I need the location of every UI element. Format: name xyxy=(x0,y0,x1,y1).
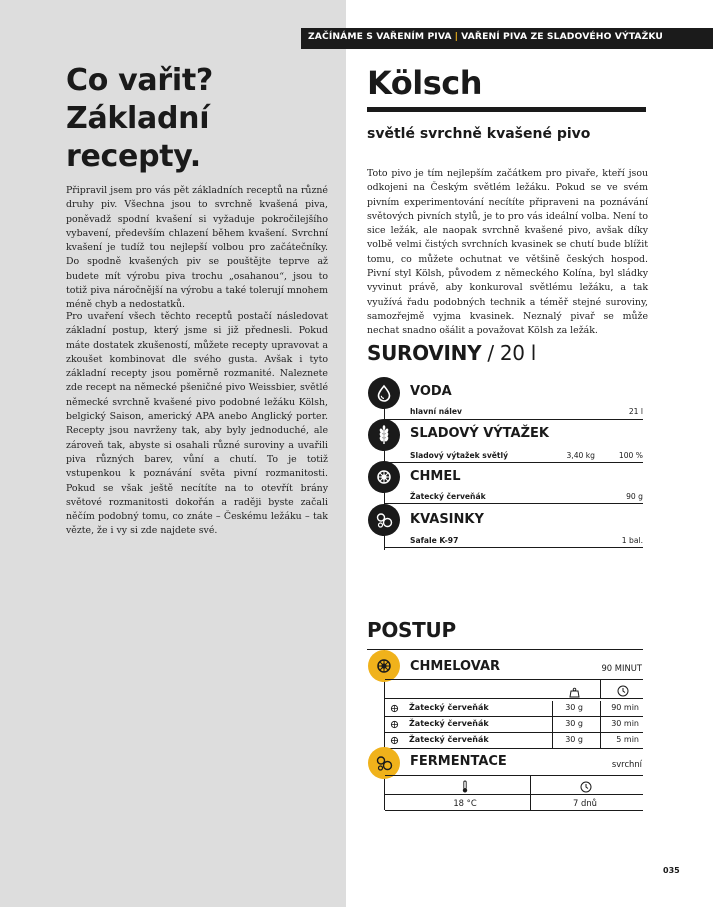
hop-name: Žatecký červeňák xyxy=(409,703,489,712)
recipe-subtitle: světlé svrchně kvašené pivo xyxy=(367,126,591,142)
divider xyxy=(385,503,643,504)
ingredient-amount: 21 l xyxy=(628,407,643,416)
hop-name: Žatecký červeňák xyxy=(409,735,489,744)
step-name-fermentace: FERMENTACE xyxy=(410,754,507,769)
divider xyxy=(385,462,643,463)
ingredient-name-chmel: CHMEL xyxy=(410,469,461,484)
weight-column-icon xyxy=(569,683,580,702)
ingredient-detail: Sladový výtažek světlý xyxy=(410,451,509,460)
procedure-top-rule xyxy=(367,649,643,650)
fermentation-type: svrchní xyxy=(611,759,642,769)
header-chapter: VAŘENÍ PIVA ZE SLADOVÉHO VÝTAŽKU xyxy=(461,31,663,42)
intro-paragraph-2: Pro uvaření všech těchto receptů postačí následovat základní postup, který jsme si již přednesli. Pokud máte dostatek zkušeností, můžete recepty upravovat a zkoušet kombinovat dle svého gusta. Avšak i tyto základní recepty jsou poměrně rozmanité. Naleznete zde recept na německé pšeničné pivo Weissbier, světlé německé svrchně kvašené pivo podobné ležáku Kölsh, belgický Saison, americký APA anebo Anglický porter. Recepty jsou navrženy tak, aby byly jednoduché, ale zároveň tak, abyste si osahali různé suroviny a uvařili piva různých barev, vůní a chutí. To je totiž vstupenkou k poznávání světa pivní rozmanitosti. Pokud se však ještě necítíte na to otevřít brány světové rozmanitosti dokořán a raději byste začali něčím podobný tomu, co znáte – Českému ležáku – tak vězte, že i vy si zde najdete své. xyxy=(66,311,328,537)
header-separator: | xyxy=(454,31,459,42)
left-title xyxy=(66,62,213,176)
divider xyxy=(385,794,643,795)
ingredient-name-voda: VODA xyxy=(410,384,452,399)
ingredient-detail: Žatecký červeňák xyxy=(410,492,486,501)
wheat-icon xyxy=(368,419,400,451)
column-separator xyxy=(552,701,553,749)
water-drop-icon xyxy=(368,377,400,409)
table-row xyxy=(385,717,643,733)
fermentation-temperature: 18 °C xyxy=(453,798,477,808)
hop-amount: 30 g xyxy=(565,735,583,744)
ingredient-weight: 3,40 kg xyxy=(566,451,595,460)
hop-amount: 30 g xyxy=(565,719,583,728)
left-title-line-3: recepty. xyxy=(66,139,201,174)
header-section: ZAČÍNÁME S VAŘENÍM PIVA xyxy=(308,31,452,42)
ingredients-volume: 20 l xyxy=(499,341,537,365)
column-separator xyxy=(530,776,531,810)
title-underline xyxy=(367,107,646,112)
hop-amount: 30 g xyxy=(565,703,583,712)
recipe-title: Kölsch xyxy=(367,64,482,102)
hop-step-icon xyxy=(368,650,400,682)
left-title-line-2: Základní xyxy=(66,101,210,136)
ingredient-detail: hlavní nálev xyxy=(410,407,462,416)
ingredient-amount: 100 % xyxy=(618,451,643,460)
recipe-description: Toto pivo je tím nejlepším začátkem pro pivaře, kteří jsou odkojeni na Českým světlém ležáku. Pokud se ve svém pivním experimentování necítíte připraveni na poznávání světových pivních stylů, je to pro vás ideální volba. Není to sice ležák, ale naopak svrchně kvašené pivo, avšak díky volbě velmi čistých svrchních kvasinek se chutí bude blížit tomu, co můžete ochutnat ve většině českých hospod. Pivní styl Kölsh, původem z německého Kolína, byl sládky vyvinut právě, aby konkuroval světlému ležáku, a tak využívá řadu podobných technik a téměř stejné suroviny, samozřejmě vyjma kvasinek. Neznalý pivař se může nechat snadno ošálit a považovat Kölsh za ležák. xyxy=(367,168,648,337)
hop-time: 30 min xyxy=(611,719,639,728)
divider xyxy=(385,419,643,420)
running-header xyxy=(308,31,663,42)
hop-time: 90 min xyxy=(611,703,639,712)
hop-mini-icon xyxy=(390,720,399,731)
ingredient-name-kvasinky: KVASINKY xyxy=(410,512,484,527)
fermentation-duration: 7 dnů xyxy=(573,798,597,808)
divider xyxy=(385,810,643,811)
step-duration: 90 MINUT xyxy=(601,663,642,673)
hop-icon xyxy=(368,461,400,493)
yeast-icon xyxy=(368,504,400,536)
hop-mini-icon xyxy=(390,704,399,715)
procedure-title: POSTUP xyxy=(367,618,456,642)
hop-time: 5 min xyxy=(616,735,639,744)
step-name-chmelovar: CHMELOVAR xyxy=(410,659,501,674)
ingredient-amount: 90 g xyxy=(626,492,643,501)
ingredients-heading xyxy=(367,341,536,365)
hop-name: Žatecký červeňák xyxy=(409,719,489,728)
divider xyxy=(385,698,643,699)
divider xyxy=(385,547,643,548)
column-separator xyxy=(600,680,601,698)
divider xyxy=(385,775,643,776)
ingredients-title: SUROVINY xyxy=(367,341,482,365)
ingredients-slash: / 20 l xyxy=(487,341,537,365)
ingredient-name-sladovy-vytazek: SLADOVÝ VÝTAŽEK xyxy=(410,426,549,441)
left-title-line-1: Co vařit? xyxy=(66,63,213,98)
ingredient-detail: Safale K-97 xyxy=(410,536,459,545)
table-row xyxy=(385,701,643,717)
hop-mini-icon xyxy=(390,736,399,747)
ingredient-amount: 1 bal. xyxy=(621,536,643,545)
divider xyxy=(385,679,643,680)
intro-paragraph-1: Připravil jsem pro vás pět základních receptů na různé druhy piv. Všechna jsou to svrchně kvašená piva, poněvadž spodní kvašení si vyžaduje pokročilejšího vybavení, především chlazení během kvašení. Svrchní kvašení je tudíž tou nejlepší volbou pro začátečníky. Do spodně kvašených piv se pouštějte teprve až budete mít výrobu piva trochu „osahanou“, jsou to totiž piva náročnější na výrobu a také tolerují mnohem méně chyb a nedostatků. xyxy=(66,185,328,311)
column-separator xyxy=(600,701,601,749)
page-number: 035 xyxy=(663,866,680,875)
table-row xyxy=(385,733,643,749)
